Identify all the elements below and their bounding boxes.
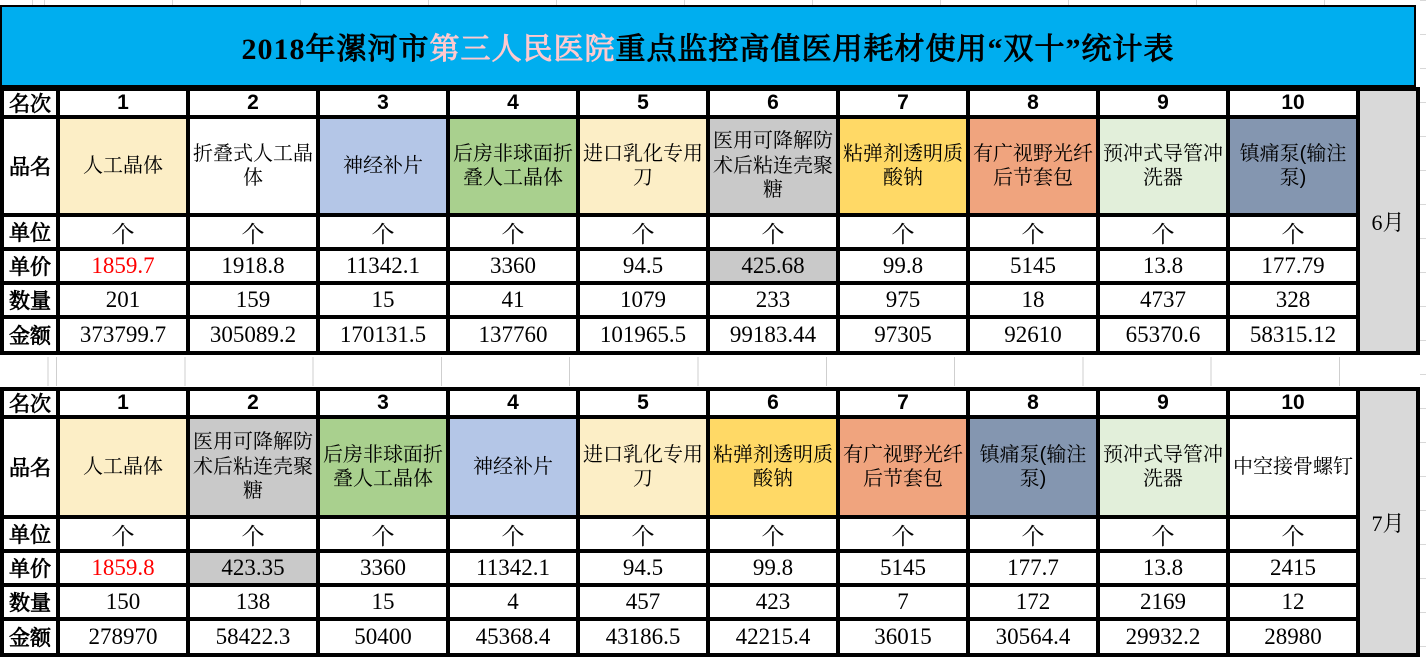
amount-cell[interactable]: 373799.7 xyxy=(60,319,186,351)
unit-cell[interactable]: 个 xyxy=(970,519,1096,549)
row-label[interactable]: 单位 xyxy=(4,217,56,247)
amount-cell[interactable]: 42215.4 xyxy=(710,621,836,653)
price-cell[interactable]: 13.8 xyxy=(1100,251,1226,281)
quantity-cell[interactable]: 4737 xyxy=(1100,285,1226,315)
row-label[interactable]: 品名 xyxy=(4,119,56,213)
price-cell[interactable]: 425.68 xyxy=(710,251,836,281)
unit-cell[interactable]: 个 xyxy=(710,217,836,247)
row-label[interactable]: 单价 xyxy=(4,553,56,583)
row-label[interactable]: 名次 xyxy=(4,91,56,115)
amount-cell[interactable]: 170131.5 xyxy=(320,319,446,351)
amount-cell[interactable]: 58315.12 xyxy=(1230,319,1356,351)
quantity-cell[interactable]: 4 xyxy=(450,587,576,617)
price-cell[interactable]: 177.7 xyxy=(970,553,1096,583)
table-july xyxy=(0,387,1420,657)
unit-cell[interactable]: 个 xyxy=(320,217,446,247)
quantity-cell[interactable]: 328 xyxy=(1230,285,1356,315)
quantity-cell[interactable]: 12 xyxy=(1230,587,1356,617)
rank-cell[interactable]: 10 xyxy=(1230,391,1356,415)
price-cell[interactable]: 3360 xyxy=(450,251,576,281)
quantity-cell[interactable]: 159 xyxy=(190,285,316,315)
price-cell[interactable]: 5145 xyxy=(970,251,1096,281)
product-cell[interactable]: 有广视野光纤后节套包 xyxy=(970,119,1096,213)
rank-cell[interactable]: 9 xyxy=(1100,391,1226,415)
price-cell[interactable]: 13.8 xyxy=(1100,553,1226,583)
price-cell[interactable]: 423.35 xyxy=(190,553,316,583)
unit-cell[interactable]: 个 xyxy=(840,217,966,247)
unit-cell[interactable]: 个 xyxy=(320,519,446,549)
product-cell[interactable]: 医用可降解防术后粘连壳聚糖 xyxy=(190,419,316,515)
product-cell[interactable]: 进口乳化专用刀 xyxy=(580,119,706,213)
price-cell[interactable]: 94.5 xyxy=(580,251,706,281)
rank-cell[interactable]: 7 xyxy=(840,391,966,415)
row-label[interactable]: 品名 xyxy=(4,419,56,515)
row-label[interactable]: 单位 xyxy=(4,519,56,549)
quantity-cell[interactable]: 2169 xyxy=(1100,587,1226,617)
price-cell[interactable]: 2415 xyxy=(1230,553,1356,583)
quantity-cell[interactable]: 1079 xyxy=(580,285,706,315)
unit-cell[interactable]: 个 xyxy=(450,519,576,549)
rank-cell[interactable]: 1 xyxy=(60,391,186,415)
amount-cell[interactable]: 36015 xyxy=(840,621,966,653)
product-cell[interactable]: 神经补片 xyxy=(450,419,576,515)
page-title-prefix: 2018年漯河市 xyxy=(241,33,430,66)
price-cell[interactable]: 99.8 xyxy=(840,251,966,281)
row-label[interactable]: 单价 xyxy=(4,251,56,281)
amount-cell[interactable]: 305089.2 xyxy=(190,319,316,351)
title-band xyxy=(0,5,1416,87)
amount-cell[interactable]: 43186.5 xyxy=(580,621,706,653)
quantity-cell[interactable]: 18 xyxy=(970,285,1096,315)
page-title-suffix: 重点监控高值医用耗材使用“双十”统计表 xyxy=(615,33,1175,66)
rank-cell[interactable]: 8 xyxy=(970,91,1096,115)
unit-cell[interactable]: 个 xyxy=(60,217,186,247)
price-cell[interactable]: 5145 xyxy=(840,553,966,583)
spreadsheet-gridlines-right xyxy=(1420,0,1426,664)
rank-cell[interactable]: 3 xyxy=(320,391,446,415)
unit-cell[interactable]: 个 xyxy=(190,217,316,247)
product-cell[interactable]: 进口乳化专用刀 xyxy=(580,419,706,515)
month-cell[interactable]: 7月 xyxy=(1360,391,1416,653)
month-cell[interactable]: 6月 xyxy=(1360,91,1416,351)
rank-cell[interactable]: 1 xyxy=(60,91,186,115)
product-cell[interactable]: 中空接骨螺钉 xyxy=(1230,419,1356,515)
amount-cell[interactable]: 28980 xyxy=(1230,621,1356,653)
price-cell[interactable]: 1918.8 xyxy=(190,251,316,281)
product-cell[interactable]: 预冲式导管冲洗器 xyxy=(1100,419,1226,515)
rank-cell[interactable]: 9 xyxy=(1100,91,1226,115)
product-cell[interactable]: 镇痛泵(输注泵) xyxy=(970,419,1096,515)
amount-cell[interactable]: 45368.4 xyxy=(450,621,576,653)
quantity-cell[interactable]: 975 xyxy=(840,285,966,315)
rank-cell[interactable]: 5 xyxy=(580,91,706,115)
product-cell[interactable]: 后房非球面折叠人工晶体 xyxy=(450,119,576,213)
amount-cell[interactable]: 278970 xyxy=(60,621,186,653)
amount-cell[interactable]: 58422.3 xyxy=(190,621,316,653)
product-cell[interactable]: 人工晶体 xyxy=(60,419,186,515)
unit-cell[interactable]: 个 xyxy=(190,519,316,549)
rank-cell[interactable]: 6 xyxy=(710,91,836,115)
price-cell[interactable]: 94.5 xyxy=(580,553,706,583)
product-cell[interactable]: 粘弹剂透明质酸钠 xyxy=(840,119,966,213)
unit-cell[interactable]: 个 xyxy=(1230,217,1356,247)
unit-cell[interactable]: 个 xyxy=(60,519,186,549)
price-cell[interactable]: 99.8 xyxy=(710,553,836,583)
rank-cell[interactable]: 8 xyxy=(970,391,1096,415)
row-label[interactable]: 金额 xyxy=(4,319,56,351)
rank-cell[interactable]: 6 xyxy=(710,391,836,415)
quantity-cell[interactable]: 41 xyxy=(450,285,576,315)
unit-cell[interactable]: 个 xyxy=(1100,519,1226,549)
rank-cell[interactable]: 10 xyxy=(1230,91,1356,115)
product-cell[interactable]: 人工晶体 xyxy=(60,119,186,213)
spreadsheet-gridlines-gap xyxy=(0,357,1420,386)
quantity-cell[interactable]: 423 xyxy=(710,587,836,617)
unit-cell[interactable]: 个 xyxy=(580,519,706,549)
amount-cell[interactable]: 29932.2 xyxy=(1100,621,1226,653)
product-cell[interactable]: 预冲式导管冲洗器 xyxy=(1100,119,1226,213)
rank-cell[interactable]: 4 xyxy=(450,391,576,415)
unit-cell[interactable]: 个 xyxy=(970,217,1096,247)
product-cell[interactable]: 折叠式人工晶体 xyxy=(190,119,316,213)
page-title-highlight: 第三人民医院 xyxy=(429,33,616,66)
quantity-cell[interactable]: 201 xyxy=(60,285,186,315)
unit-cell[interactable]: 个 xyxy=(1100,217,1226,247)
quantity-cell[interactable]: 15 xyxy=(320,587,446,617)
product-cell[interactable]: 医用可降解防术后粘连壳聚糖 xyxy=(710,119,836,213)
unit-cell[interactable]: 个 xyxy=(580,217,706,247)
amount-cell[interactable]: 65370.6 xyxy=(1100,319,1226,351)
price-cell[interactable]: 11342.1 xyxy=(450,553,576,583)
row-label[interactable]: 数量 xyxy=(4,587,56,617)
quantity-cell[interactable]: 7 xyxy=(840,587,966,617)
quantity-cell[interactable]: 150 xyxy=(60,587,186,617)
amount-cell[interactable]: 30564.4 xyxy=(970,621,1096,653)
amount-cell[interactable]: 50400 xyxy=(320,621,446,653)
row-label[interactable]: 金额 xyxy=(4,621,56,653)
unit-cell[interactable]: 个 xyxy=(1230,519,1356,549)
rank-cell[interactable]: 2 xyxy=(190,91,316,115)
price-cell[interactable]: 177.79 xyxy=(1230,251,1356,281)
quantity-cell[interactable]: 457 xyxy=(580,587,706,617)
rank-cell[interactable]: 4 xyxy=(450,91,576,115)
price-cell[interactable]: 3360 xyxy=(320,553,446,583)
quantity-cell[interactable]: 15 xyxy=(320,285,446,315)
rank-cell[interactable]: 2 xyxy=(190,391,316,415)
quantity-cell[interactable]: 233 xyxy=(710,285,836,315)
product-cell[interactable]: 神经补片 xyxy=(320,119,446,213)
row-label[interactable]: 数量 xyxy=(4,285,56,315)
quantity-cell[interactable]: 138 xyxy=(190,587,316,617)
table-june xyxy=(0,87,1420,355)
rank-cell[interactable]: 3 xyxy=(320,91,446,115)
amount-cell[interactable]: 92610 xyxy=(970,319,1096,351)
price-cell[interactable]: 1859.8 xyxy=(60,553,186,583)
product-cell[interactable]: 镇痛泵(输注泵) xyxy=(1230,119,1356,213)
amount-cell[interactable]: 101965.5 xyxy=(580,319,706,351)
product-cell[interactable]: 粘弹剂透明质酸钠 xyxy=(710,419,836,515)
unit-cell[interactable]: 个 xyxy=(450,217,576,247)
amount-cell[interactable]: 137760 xyxy=(450,319,576,351)
product-cell[interactable]: 有广视野光纤后节套包 xyxy=(840,419,966,515)
quantity-cell[interactable]: 172 xyxy=(970,587,1096,617)
price-cell[interactable]: 1859.7 xyxy=(60,251,186,281)
row-label[interactable]: 名次 xyxy=(4,391,56,415)
amount-cell[interactable]: 99183.44 xyxy=(710,319,836,351)
product-cell[interactable]: 后房非球面折叠人工晶体 xyxy=(320,419,446,515)
unit-cell[interactable]: 个 xyxy=(840,519,966,549)
rank-cell[interactable]: 7 xyxy=(840,91,966,115)
rank-cell[interactable]: 5 xyxy=(580,391,706,415)
price-cell[interactable]: 11342.1 xyxy=(320,251,446,281)
amount-cell[interactable]: 97305 xyxy=(840,319,966,351)
unit-cell[interactable]: 个 xyxy=(710,519,836,549)
